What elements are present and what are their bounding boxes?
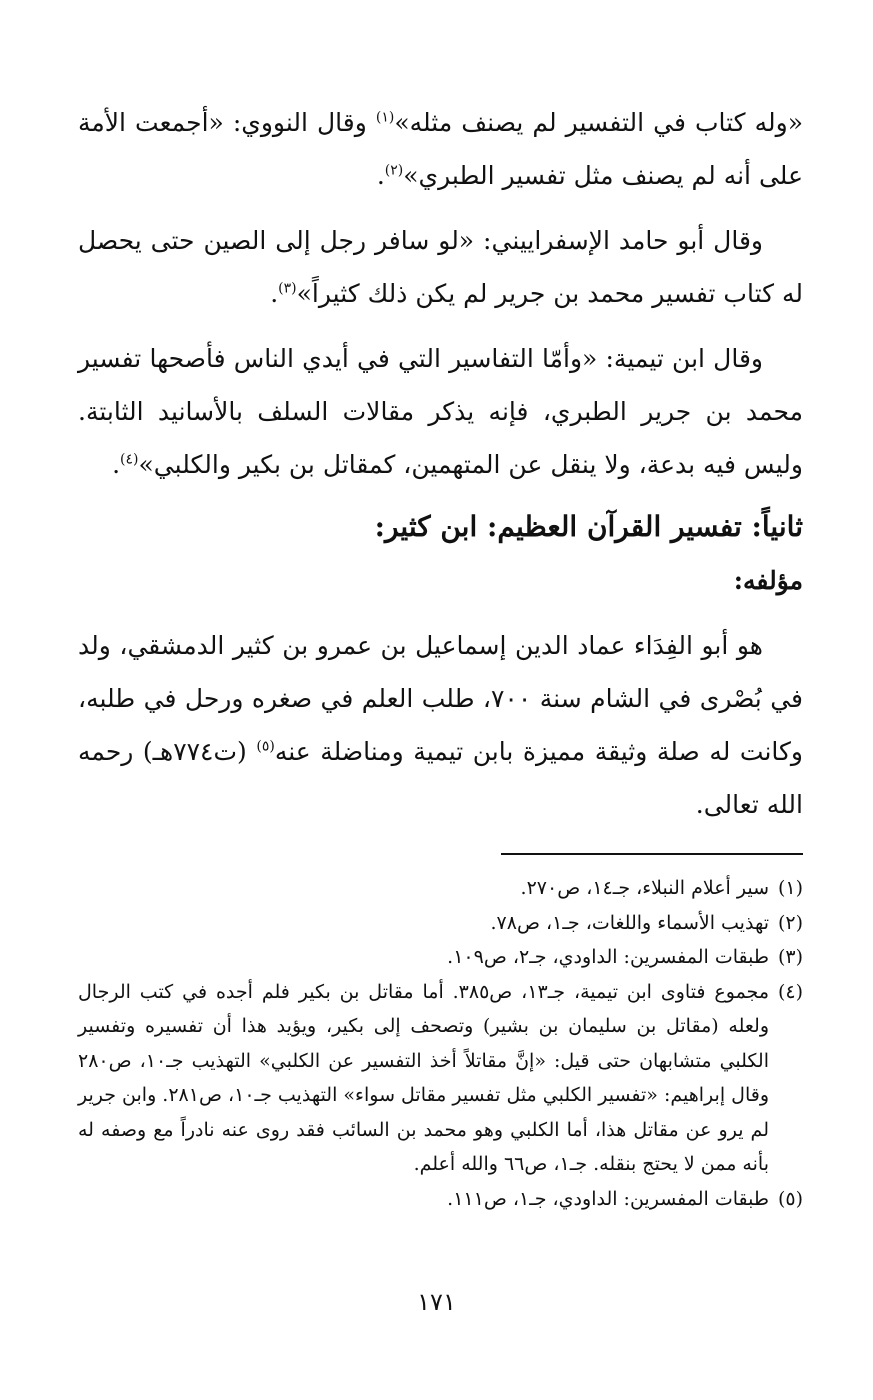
footnotes-list [78,871,803,1216]
footnote-number: (٥) [777,1187,803,1210]
footnote-text: طبقات المفسرين: الداودي، جـ٢، ص١٠٩. [447,946,769,968]
footnote-item [78,1182,803,1217]
paragraph-text: . [376,161,385,190]
paragraph-text: وقال أبو حامد الإسفراييني: «لو سافر رجل إلى الصين حتى يحصل له كتاب تفسير محمد بن جرير لم يكن ذلك كثيراً» [78,226,803,308]
paragraph-text: هو أبو الفِدَاء عماد الدين إسماعيل بن عمرو بن كثير الدمشقي، ولد في بُصْرى في الشام سنة ٧٠٠، طلب العلم في صغره ورحل في طلبه، وكانت له صلة وثيقة مميزة بابن تيمية ومناضلة عنه [78,631,804,766]
footnote-text: سير أعلام النبلاء، جـ١٤، ص٢٧٠. [520,877,769,899]
footnote-divider [501,853,803,855]
footnote-number: (٢) [777,911,803,934]
footnote-item [78,940,803,975]
section-heading: ثانياً: تفسير القرآن العظيم: ابن كثير: [374,510,803,543]
footnote-text: طبقات المفسرين: الداودي، جـ١، ص١١١. [447,1187,769,1210]
paragraph-text: «وله كتاب في التفسير لم يصنف مثله» [394,108,803,137]
footnote-ref-4[interactable]: (٤) [120,451,139,468]
subsection-heading: مؤلفه: [733,566,803,595]
footnote-number: (٤) [777,980,803,1003]
paragraph-text: وقال ابن تيمية: «وأمّا التفاسير التي في أيدي الناس فأصحها تفسير محمد بن جرير الطبري، فإنه يذكر مقالات السلف بالأسانيد الثابتة. وليس فيه بدعة، ولا ينقل عن المتهمين، كمقاتل بن بكير والكلبي» [78,344,803,479]
footnote-ref-5[interactable]: (٥) [256,738,275,755]
footnote-item [78,906,803,941]
paragraph-biography [78,619,803,831]
paragraph-text: . [112,450,121,479]
footnote-ref-2[interactable]: (٢) [384,162,404,179]
footnote-item [78,975,803,1182]
footnote-number: (٣) [777,946,803,968]
footnote-item [78,871,803,906]
footnote-text: تهذيب الأسماء واللغات، جـ١، ص٧٨. [490,911,769,934]
paragraph-text: (ت٧٧٤هـ) رحمه الله تعالى. [78,737,803,819]
paragraph-tabari-praise [78,96,803,202]
page-body [78,96,803,1216]
footnote-ref-1[interactable]: (١) [375,109,395,126]
paragraph-isfaraini [78,214,803,320]
footnote-text: مجموع فتاوى ابن تيمية، جـ١٣، ص٣٨٥. أما مقاتل بن بكير فلم أجده في كتب الرجال ولعله (مقاتل بن سليمان بن بشير) وتصحف إلى بكير، ويؤيد هذا أن تفسيره وتفسير الكلبي متشابهان حتى قيل: «إنَّ مقاتلاً أخذ التفسير عن الكلبي» التهذيب جـ١٠، ص٢٨٠ وقال إبراهيم: «تفسير الكلبي مثل تفسير مقاتل سواء» التهذيب جـ١٠، ص٢٨١. وابن جرير لم يرو عن مقاتل هذا، أما الكلبي وهو محمد بن السائب فقد روى عنه نادراً مع وصفه له بأنه ممن لا يحتج بنقله. جـ١، ص٦٦ والله أعلم. [78,980,769,1175]
paragraph-text: . [270,279,279,308]
footnote-ref-3[interactable]: (٣) [278,280,297,297]
paragraph-ibn-taymiyya [78,332,803,491]
page-number: ١٧١ [417,1288,456,1316]
footnote-number: (١) [777,877,803,899]
paragraph-text: وقال النووي: «أجمعت الأمة على أنه لم يصنف مثل تفسير الطبري» [78,108,803,190]
